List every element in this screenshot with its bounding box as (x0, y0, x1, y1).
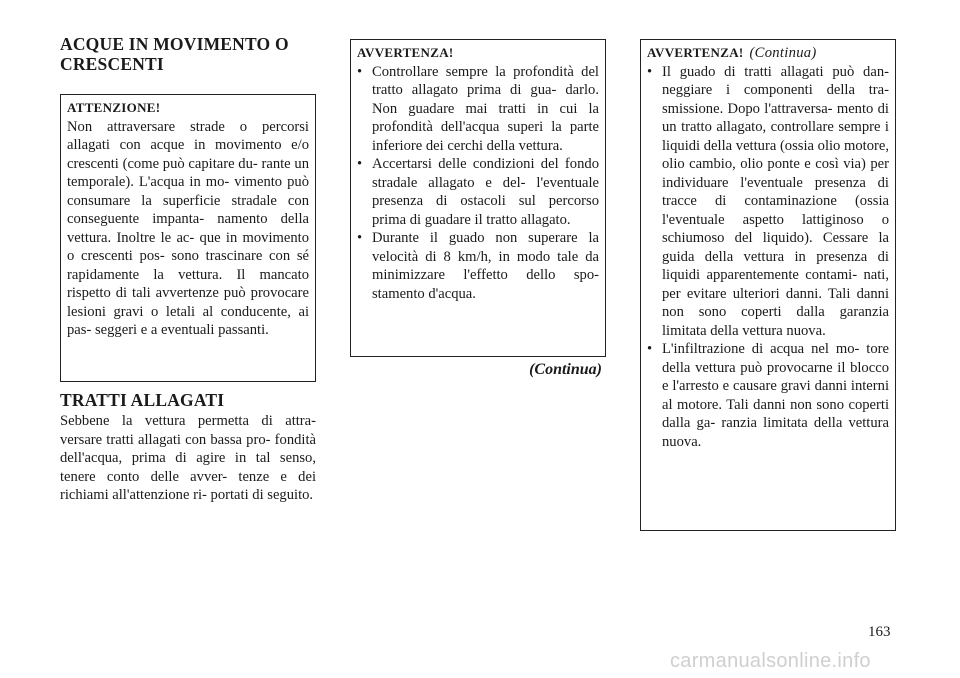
section-heading-acque (60, 34, 316, 74)
attention-box (60, 94, 316, 382)
warning-bullet-3: • Durante il guado non superare la velocità di 8 km/h, in modo tale da minimizzare l'effetto dello spo- stamento d'acqua. (357, 229, 599, 303)
watermark: carmanualsonline.info (670, 650, 871, 672)
warning-bullet-4: • Il guado di tratti allagati può dan- neggiare i componenti della tra- smissione. Dopo l'attraversa- mento di un tratto allagato, controllare sempre i liquidi della vettura (ossia olio motore, olio cambio, olio ponte e così via) per individuare l'eventuale presenza di tracce di contaminazione (ossia l'eventuale aspetto lattiginoso o schiumoso del liquido). Cessare la guida della vettura in presenza di liquidi apparentemente contami- nati, per evitare ulteriori danni. Tali danni non sono coperti dalla garanzia limitata della vettura nuova. (647, 63, 889, 341)
page-number: 163 (868, 624, 891, 640)
warning-box (350, 39, 606, 357)
warning-title: AVVERTENZA! (357, 45, 454, 60)
body-paragraph: Sebbene la vettura permetta di attra- versare tratti allagati con bassa pro- fondità dell'acqua, prima di agire in tal senso, tenere conto delle avver- tenze e dei richiami all'attenzione ri- portati di seguito. (60, 413, 316, 503)
warning-bullet-2: • Accertarsi delle condizioni del fondo stradale allagato e del- l'eventuale presenza di ostacoli sul percorso prima di guadare il tratto allagato. (357, 155, 599, 229)
heading-line-2: CRESCENTI (60, 54, 164, 74)
column-left (60, 34, 316, 505)
warning-list (357, 63, 599, 304)
warning-list-continued (647, 63, 889, 452)
column-middle (350, 39, 606, 379)
warning-title-text: AVVERTENZA! (647, 45, 744, 60)
warning-title-continued (647, 44, 889, 63)
warning-bullet-1: • Controllare sempre la profondità del tratto allagato prima di gua- darlo. Non guadare mai tratti in cui la profondità dell'acqua superi la parte inferiore dei cerchi della vettura. (357, 63, 599, 156)
section-heading-tratti: TRATTI ALLAGATI (60, 390, 225, 410)
column-right (640, 39, 896, 531)
attention-text: Non attraversare strade o percorsi allagati con acque in movimento e/o crescenti (come può capitare du- rante un temporale). L'acqua in mo- vimento può consumare la superficie stradale con conseguente impanta- namento della vettura. Inoltre le ac- que in movimento o crescenti pos- sono trascinare con sé rapidamente la vettura. Il mancato rispetto di tali avvertenze può provocare lesioni gravi o letali al conducente, ai pas- seggeri e a eventuali passanti. (67, 118, 309, 338)
warning-bullet-5: • L'infiltrazione di acqua nel mo- tore della vettura può provocarne il blocco e l'arresto e causare gravi danni interni al motore. Tali danni non sono coperti dalla ga- ranzia limitata della vettura nuova. (647, 340, 889, 451)
heading-line-1: ACQUE IN MOVIMENTO O (60, 34, 289, 54)
warning-box-continued (640, 39, 896, 531)
warning-continued-label: (Continua) (749, 45, 817, 61)
continua-label: (Continua) (529, 361, 602, 378)
attention-title: ATTENZIONE! (67, 100, 161, 115)
